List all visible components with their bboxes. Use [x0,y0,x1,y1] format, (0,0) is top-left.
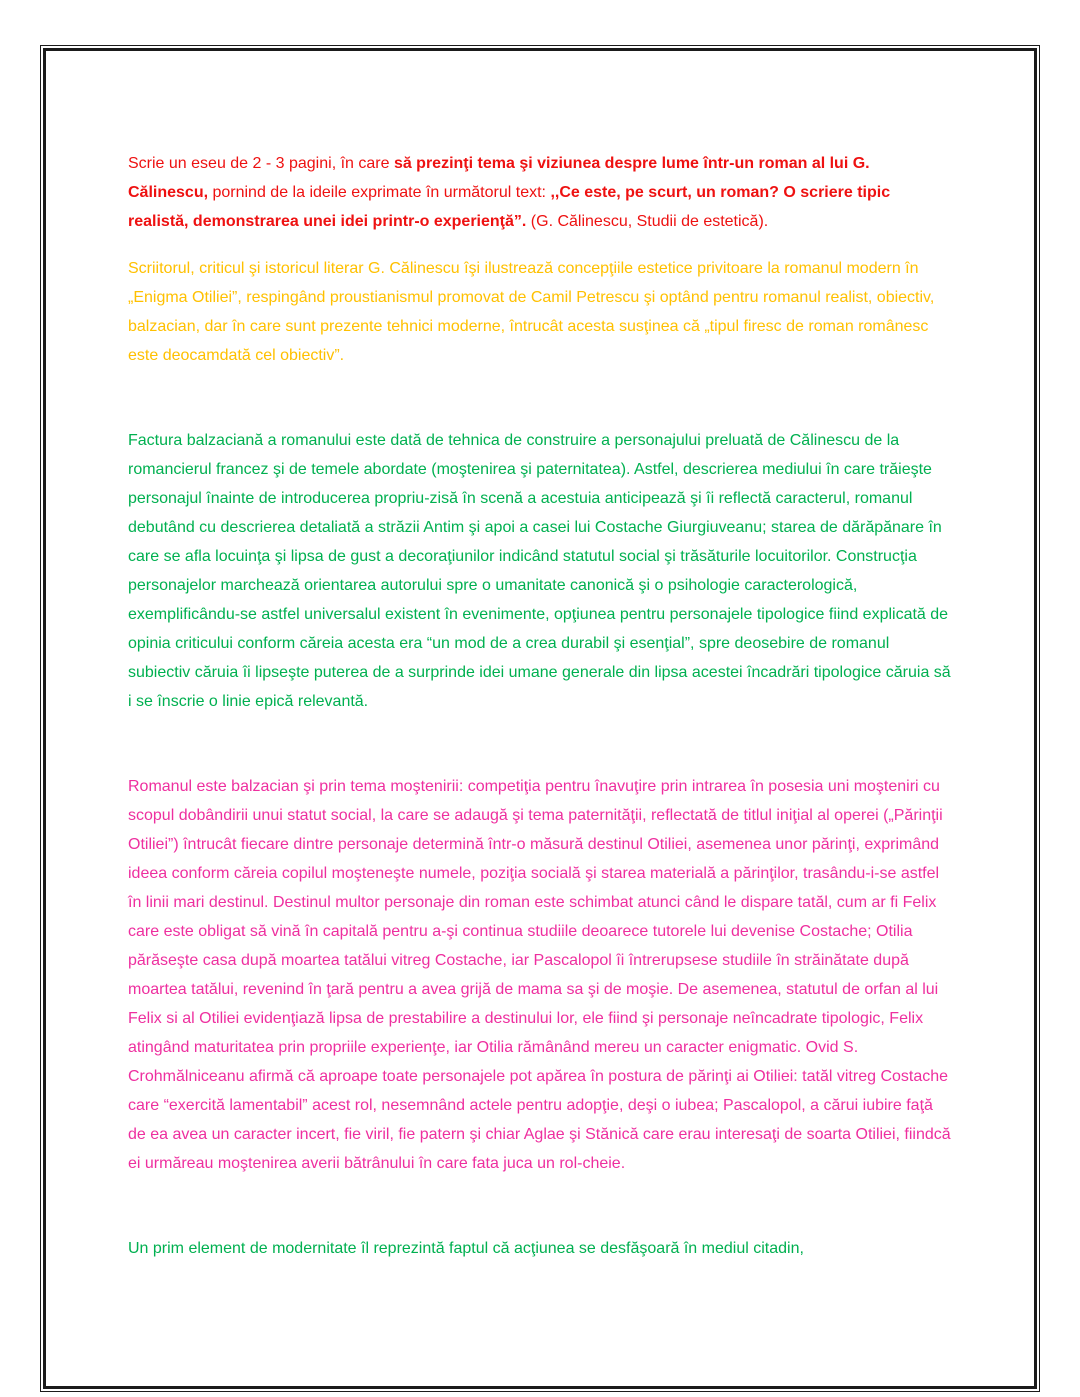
paragraph-inheritance-and-paternity-theme [128,772,954,1178]
paragraph-balzacian-technique [128,426,954,716]
text-segment: Scriitorul, criticul şi istoricul literar G. Călinescu îşi ilustrează concepţiile estetice privitoare la romanul modern în „Enigma Otiliei”, respingând proustianismul promovat de Camil Petrescu şi optând pentru romanul realist, obiectiv, balzacian, dar în care sunt prezente tehnici moderne, întrucât acesta susţinea că „tipul firesc de roman românesc este deocamdată cel obiectiv”. [128,260,935,364]
paragraph-essay-prompt [128,149,954,236]
text-segment: pornind de la ideile exprimate în următorul text: [208,184,551,201]
paragraph-intro-calinescu-conception [128,254,954,370]
text-segment: Un prim element de modernitate îl reprezintă faptul că acţiunea se desfăşoară în mediul citadin, [128,1240,804,1257]
paragraph-modernity-element [128,1234,954,1263]
bold-text-segment: să prezinţi tema şi viziunea despre lume într-un roman al lui G. Călinescu, [128,155,870,201]
bold-text-segment: ,,Ce este, pe scurt, un roman? O scriere tipic realistă, demonstrarea unei idei printr-o experienţă”. [128,184,891,230]
page-border-outer [40,45,1040,1392]
text-segment: (G. Călinescu, Studii de estetică). [526,213,769,230]
text-segment: Romanul este balzacian şi prin tema moştenirii: competiţia pentru înavuţire prin intrarea în posesia uni moşteniri cu scopul dobândirii unui statut social, la care se adaugă şi tema paternităţii, reflectată de titlul iniţial al operei („Părinţii Otiliei”) întrucât fiecare dintre personaje determină într-o măsură destinul Otiliei, asemenea unor părinţi, exprimând ideea conform căreia copilul moşteneşte numele, poziţia socială şi starea materială a părinţilor, trasându-i-se astfel în linii mari destinul. Destinul multor personaje din roman este schimbat atunci când le dispare tatăl, cum ar fi Felix care este obligat să vină în capitală pentru a-şi continua studiile deoarece tutorele lui devenise Costache; Otilia părăseşte casa după moartea tatălui vitreg Costache, iar Pascalopol îi întrerupsese studiile în străinătate după moartea tatălui, revenind în ţară pentru a avea grijă de mama sa şi de moşie. De asemenea, statutul de orfan al lui Felix si al Otiliei evidenţiază lipsa de prestabilire a destinului lor, ele fiind şi personaje neîncadrate tipologic, Felix atingând maturitatea prin propriile experienţe, iar Otilia rămânând mereu un caracter enigmatic. Ovid S. Crohmălniceanu afirmă că aproape toate personajele pot apărea în postura de părinţi ai Otiliei: tatăl vitreg Costache care “exercită lamentabil” acest rol, nesemnând actele pentru adopţie, deşi o iubea; Pascalopol, a cărui iubire faţă de ea avea un caracter incert, fie viril, fie patern şi chiar Aglae şi Stănică care erau interesaţi de soarta Otiliei, fiindcă ei urmăreau moştenirea averii bătrânului în care fata juca un rol-cheie. [128,778,951,1172]
text-segment: Scrie un eseu de 2 - 3 pagini, în care [128,155,394,172]
page-border-inner [43,48,1037,1389]
page-content [128,149,954,1263]
text-segment: Factura balzaciană a romanului este dată de tehnica de construire a personajului preluată de Călinescu de la romancierul francez şi de temele abordate (moştenirea şi paternitatea). Astfel, descrierea mediului în care trăieşte personajul înainte de introducerea propriu-zisă în scenă a acestuia anticipează şi îi reflectă caracterul, romanul debutând cu descrierea detaliată a străzii Antim şi apoi a casei lui Costache Giurgiuveanu; starea de dărăpănare în care se afla locuinţa şi lipsa de gust a decoraţiunilor indicând statutul social şi trăsăturile locuitorilor. Construcţia personajelor marchează orientarea autorului spre o umanitate canonică şi o psihologie caracterologică, exemplificându-se astfel universalul existent în evenimente, opţiunea pentru personajele tipologice fiind explicată de opinia criticului conform căreia acesta era “un mod de a crea durabil şi esenţial”, spre deosebire de romanul subiectiv căruia îi lipseşte puterea de a surprinde idei umane generale din lipsa acestei încadrări tipologice căruia să i se înscrie o linie epică relevantă. [128,432,951,710]
